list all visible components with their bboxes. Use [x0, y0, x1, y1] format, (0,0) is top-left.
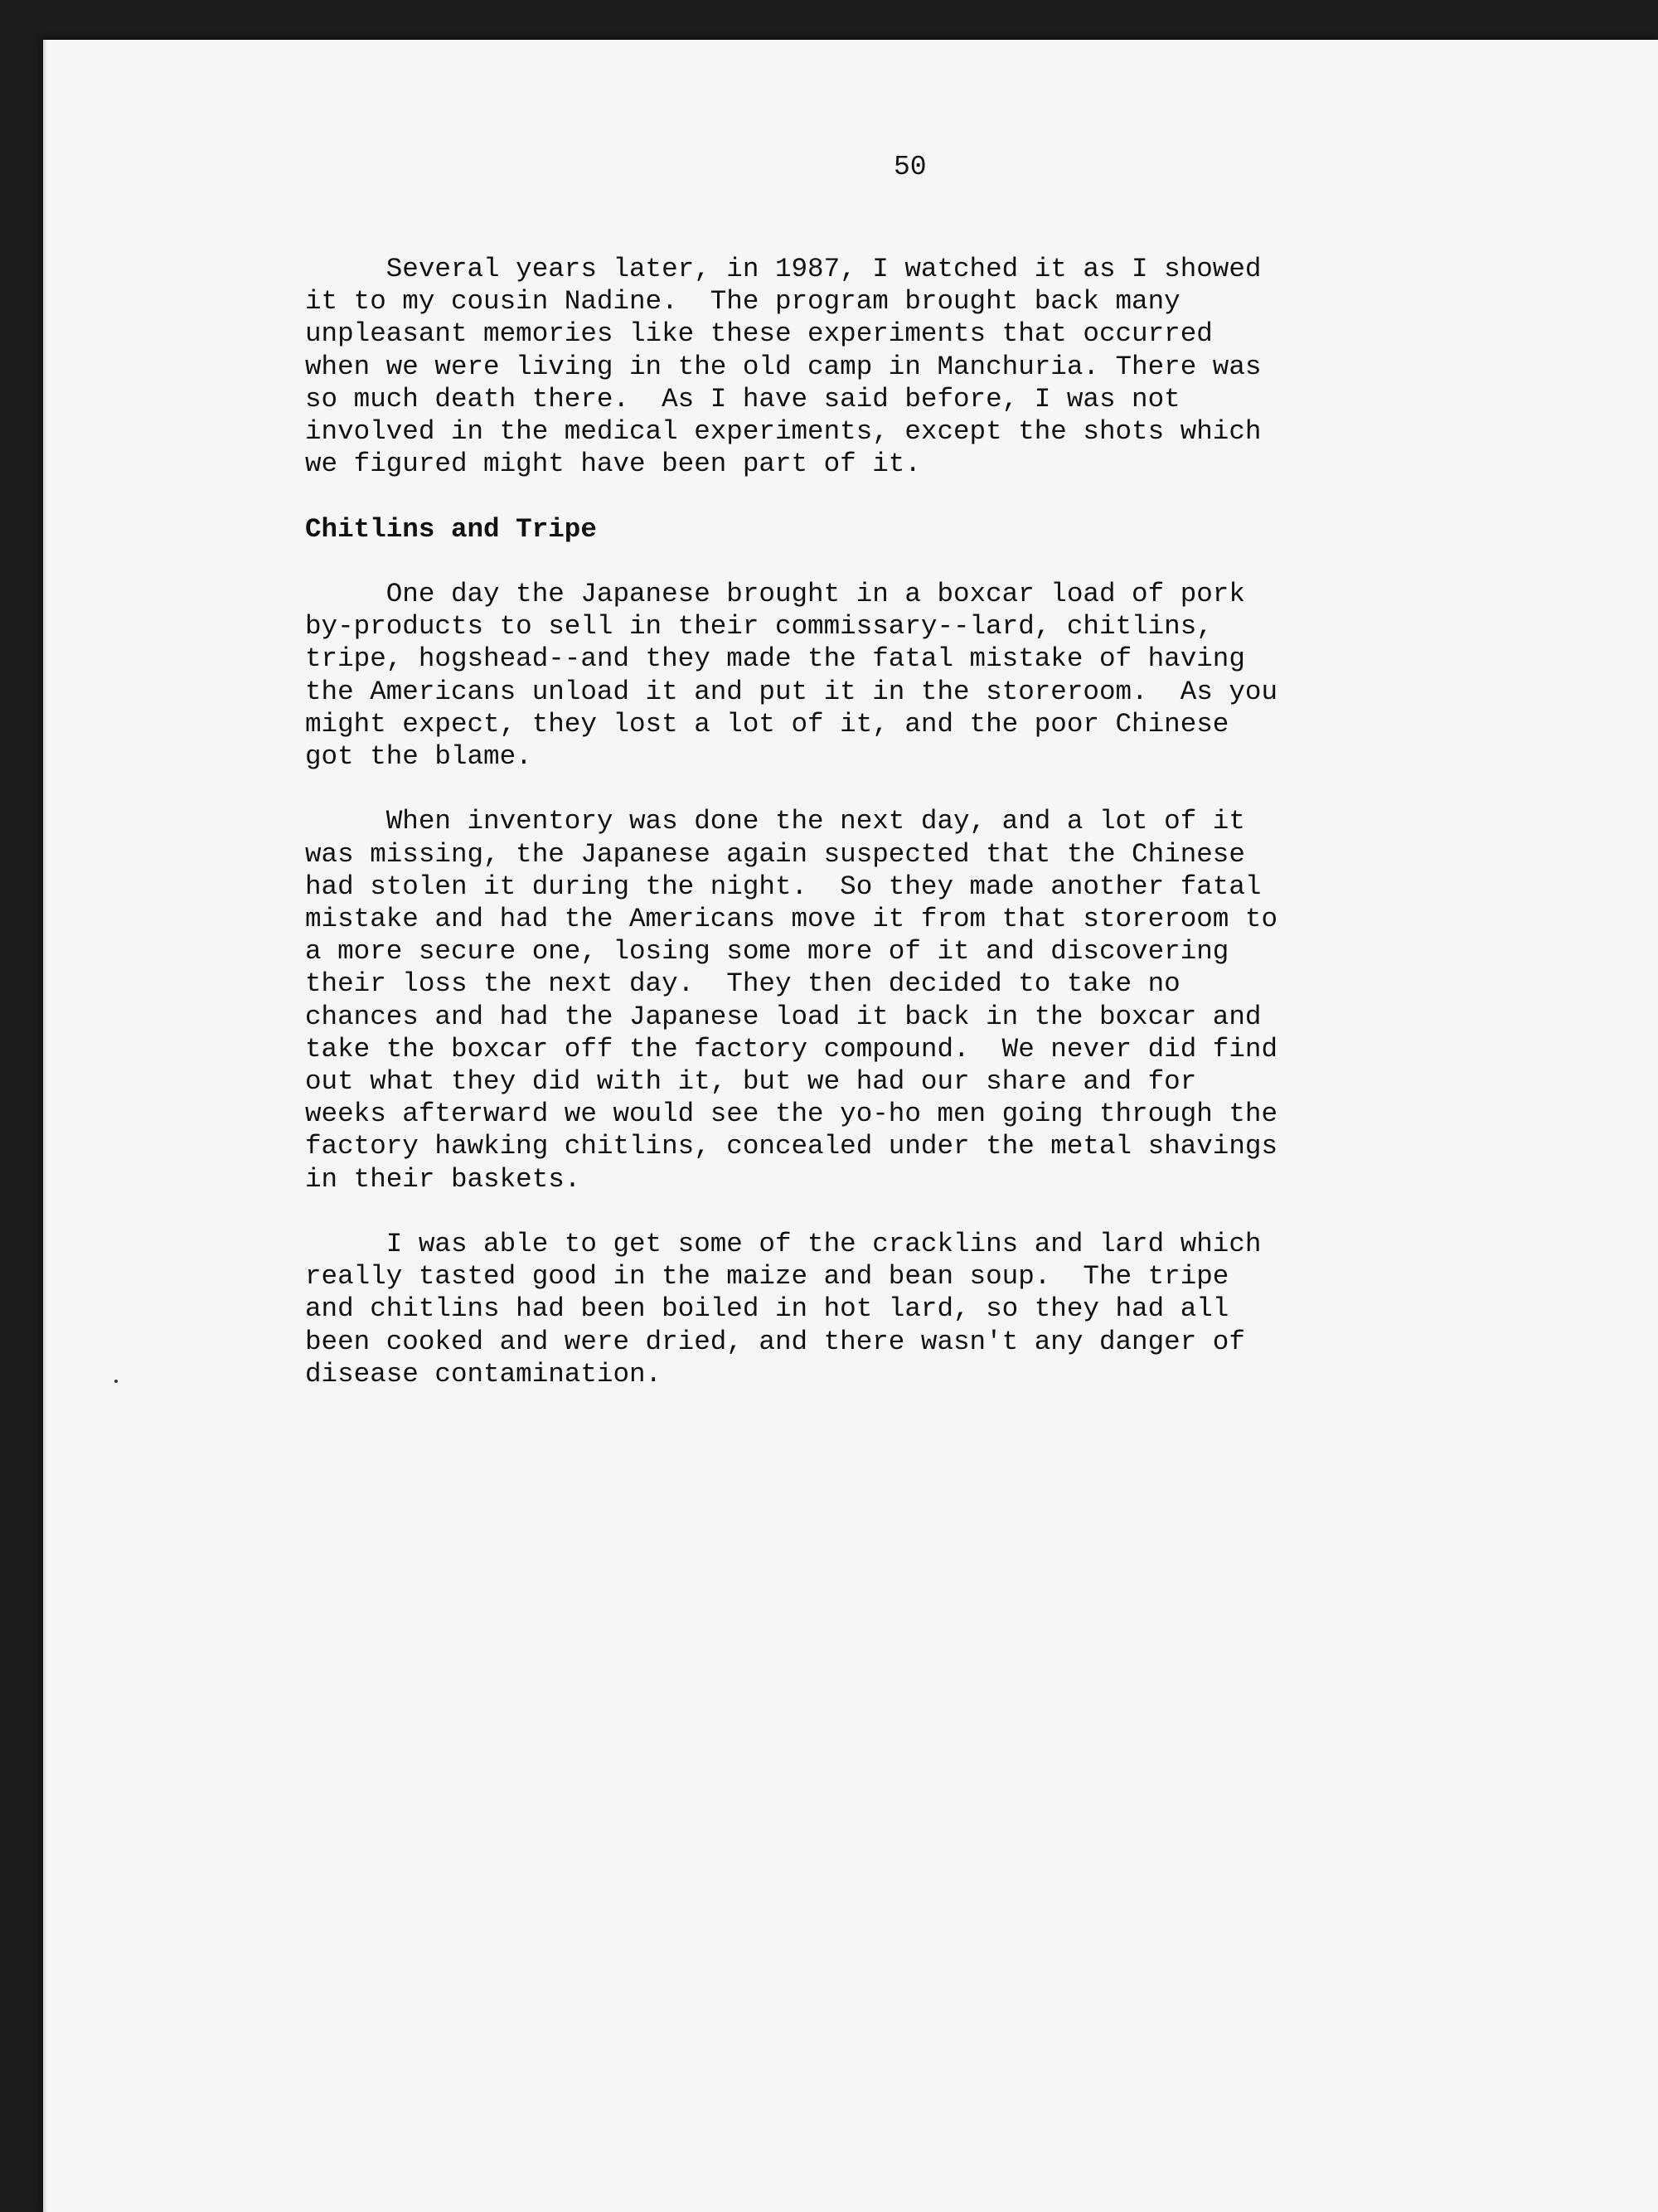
paragraph-line: really tasted good in the maize and bean soup. The tripe [305, 1261, 1229, 1293]
paragraph-line: we figured might have been part of it. [305, 449, 921, 480]
paragraph-line: might expect, they lost a lot of it, and the poor Chinese [305, 708, 1229, 740]
paragraph-4 [305, 1228, 1499, 1390]
paragraph-line: mistake and had the Americans move it from that storeroom to [305, 904, 1278, 935]
paragraph-line: take the boxcar off the factory compound. We never did find [305, 1033, 1278, 1065]
paper-speck [114, 1380, 118, 1383]
paragraph-line: it to my cousin Nadine. The program brought back many [305, 286, 1180, 318]
paragraph-line: out what they did with it, but we had our share and for [305, 1066, 1197, 1098]
paragraph-3 [305, 805, 1499, 1195]
paragraph-line: disease contamination. [305, 1358, 662, 1390]
paragraph-line: their loss the next day. They then decided to take no [305, 968, 1180, 1000]
paragraph-line: tripe, hogshead--and they made the fatal mistake of having [305, 643, 1245, 675]
paragraph-line: a more secure one, losing some more of it and discovering [305, 936, 1229, 968]
paragraph-gap [305, 1196, 1499, 1228]
paragraph-line: so much death there. As I have said before, I was not [305, 383, 1180, 415]
paragraph-line: when we were living in the old camp in Manchuria. There was [305, 351, 1262, 382]
paragraph-line: factory hawking chitlins, concealed under the metal shavings [305, 1131, 1278, 1162]
document-body [305, 253, 1499, 1390]
paragraph-1 [305, 253, 1499, 480]
paragraph-gap [305, 773, 1499, 805]
section-heading: Chitlins and Tripe [305, 513, 597, 545]
paragraph-line: the Americans unload it and put it in the storeroom. As you [305, 676, 1278, 707]
paragraph-line: and chitlins had been boiled in hot lard, so they had all [305, 1293, 1229, 1325]
paragraph-line: by-products to sell in their commissary--lard, chitlins, [305, 611, 1213, 643]
paragraph-2 [305, 578, 1499, 773]
paragraph-line: chances and had the Japanese load it back in the boxcar and [305, 1001, 1262, 1032]
paragraph-line: unpleasant memories like these experiments that occurred [305, 318, 1213, 350]
paragraph-line: Several years later, in 1987, I watched it as I showed [305, 254, 1262, 284]
paragraph-line: had stolen it during the night. So they made another fatal [305, 871, 1262, 902]
paragraph-line: got the blame. [305, 741, 532, 773]
paragraph-line: been cooked and were dried, and there wasn't any danger of [305, 1326, 1245, 1357]
page-number: 50 [894, 152, 927, 182]
paper-edge [43, 40, 48, 2212]
paragraph-line: I was able to get some of the cracklins and lard which [305, 1229, 1262, 1260]
paragraph-line: One day the Japanese brought in a boxcar load of pork [305, 579, 1245, 609]
paragraph-gap [305, 480, 1499, 512]
paragraph-line: When inventory was done the next day, and a lot of it [305, 806, 1245, 837]
paragraph-line: was missing, the Japanese again suspected that the Chinese [305, 838, 1245, 870]
paragraph-line: involved in the medical experiments, except the shots which [305, 416, 1262, 448]
paragraph-line: weeks afterward we would see the yo-ho men going through the [305, 1099, 1278, 1130]
paragraph-gap [305, 546, 1499, 578]
paragraph-line: in their baskets. [305, 1163, 581, 1195]
